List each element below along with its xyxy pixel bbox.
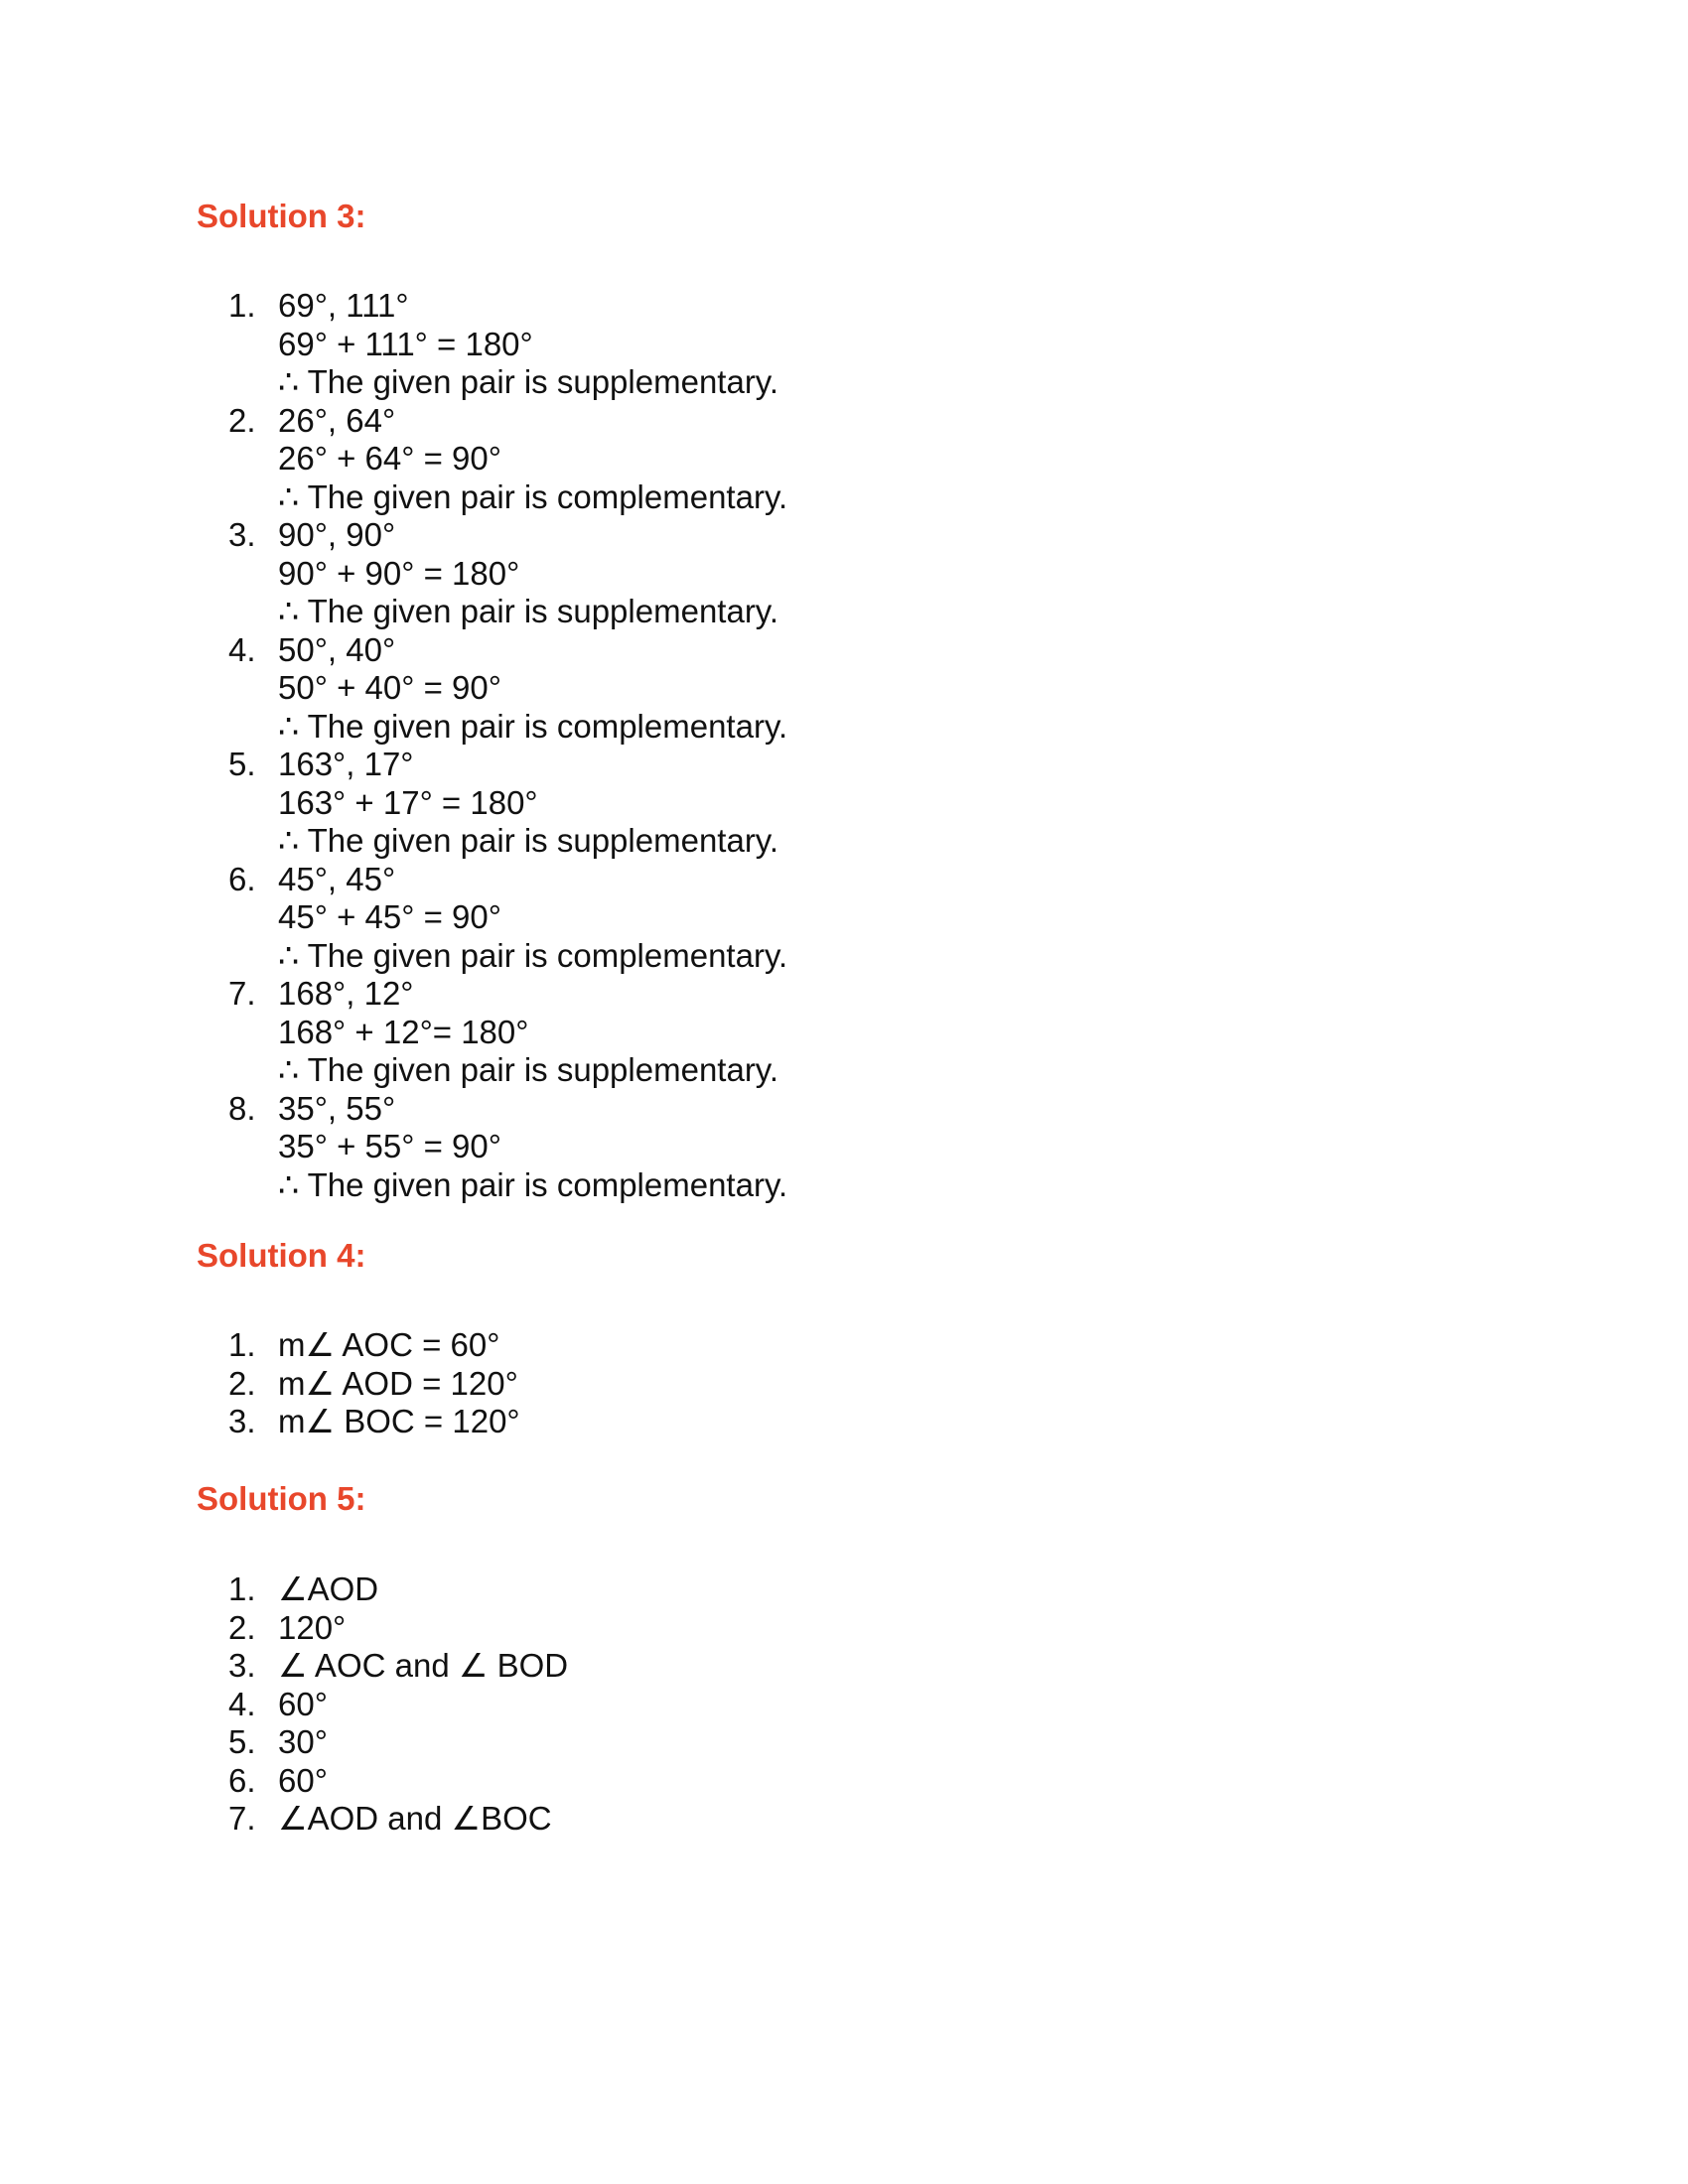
solution-3-heading: Solution 3: bbox=[197, 198, 366, 234]
conclusion: ∴ The given pair is complementary. bbox=[278, 1165, 788, 1203]
item-number: 8. bbox=[228, 1089, 256, 1127]
item-number: 1. bbox=[228, 1326, 256, 1363]
item-number: 5. bbox=[228, 1723, 256, 1760]
item-number: 4. bbox=[228, 630, 256, 668]
conclusion: ∴ The given pair is complementary. bbox=[278, 478, 788, 515]
angle-measure: m∠ AOC = 60° bbox=[278, 1326, 500, 1363]
item-number: 6. bbox=[228, 860, 256, 897]
item-number: 1. bbox=[228, 287, 256, 324]
angle-sum: 163° + 17° = 180° bbox=[278, 783, 538, 821]
item-number: 2. bbox=[228, 401, 256, 439]
angle-pair: 90°, 90° bbox=[278, 516, 396, 553]
angle-measure: m∠ AOD = 120° bbox=[278, 1364, 518, 1402]
answer-text: 60° bbox=[278, 1685, 328, 1722]
angle-sum: 45° + 45° = 90° bbox=[278, 898, 501, 935]
list-item bbox=[197, 1762, 1487, 1801]
list-item bbox=[197, 1686, 1487, 1724]
angle-measure: m∠ BOC = 120° bbox=[278, 1403, 520, 1439]
conclusion: ∴ The given pair is complementary. bbox=[278, 936, 788, 974]
item-number: 3. bbox=[228, 1647, 256, 1684]
list-item bbox=[197, 975, 1487, 1090]
angle-pair: 26°, 64° bbox=[278, 401, 396, 439]
solution-5-list bbox=[197, 1570, 1487, 1839]
item-number: 7. bbox=[228, 1800, 256, 1837]
angle-sum: 69° + 111° = 180° bbox=[278, 325, 533, 362]
list-item bbox=[197, 1800, 1487, 1839]
item-number: 4. bbox=[228, 1685, 256, 1722]
item-number: 1. bbox=[228, 1570, 256, 1607]
angle-pair: 69°, 111° bbox=[278, 287, 409, 324]
solution-4-list bbox=[197, 1326, 1487, 1441]
angle-sum: 35° + 55° = 90° bbox=[278, 1128, 501, 1164]
angle-sum: 168° + 12°= 180° bbox=[278, 1013, 529, 1050]
list-item bbox=[197, 1647, 1487, 1686]
angle-pair: 35°, 55° bbox=[278, 1089, 396, 1127]
list-item bbox=[197, 631, 1487, 747]
list-item bbox=[197, 1403, 1487, 1441]
answer-text: ∠AOD and ∠BOC bbox=[278, 1800, 552, 1837]
answer-text: 120° bbox=[278, 1608, 347, 1646]
solution-5-heading: Solution 5: bbox=[197, 1480, 366, 1517]
list-item bbox=[197, 1326, 1487, 1365]
list-item bbox=[197, 1365, 1487, 1404]
answer-text: ∠AOD bbox=[278, 1570, 379, 1607]
angle-pair: 163°, 17° bbox=[278, 746, 414, 782]
conclusion: ∴ The given pair is complementary. bbox=[278, 707, 788, 745]
list-item bbox=[197, 402, 1487, 517]
answer-text: 30° bbox=[278, 1723, 328, 1760]
solution-3-list bbox=[197, 287, 1487, 1204]
answer-text: ∠ AOC and ∠ BOD bbox=[278, 1647, 569, 1684]
conclusion: ∴ The given pair is supplementary. bbox=[278, 593, 779, 629]
item-number: 3. bbox=[228, 516, 256, 553]
list-item bbox=[197, 1609, 1487, 1648]
list-item bbox=[197, 861, 1487, 976]
item-number: 6. bbox=[228, 1761, 256, 1799]
list-item bbox=[197, 287, 1487, 402]
item-number: 2. bbox=[228, 1364, 256, 1402]
item-number: 2. bbox=[228, 1608, 256, 1646]
angle-pair: 50°, 40° bbox=[278, 630, 396, 668]
item-number: 7. bbox=[228, 975, 256, 1012]
list-item bbox=[197, 516, 1487, 631]
angle-sum: 90° + 90° = 180° bbox=[278, 554, 520, 592]
list-item bbox=[197, 1723, 1487, 1762]
list-item bbox=[197, 1570, 1487, 1609]
answer-text: 60° bbox=[278, 1761, 328, 1799]
angle-sum: 50° + 40° = 90° bbox=[278, 669, 501, 706]
angle-sum: 26° + 64° = 90° bbox=[278, 440, 501, 477]
item-number: 3. bbox=[228, 1403, 256, 1439]
list-item bbox=[197, 746, 1487, 861]
conclusion: ∴ The given pair is supplementary. bbox=[278, 363, 779, 400]
angle-pair: 168°, 12° bbox=[278, 975, 414, 1012]
angle-pair: 45°, 45° bbox=[278, 860, 396, 897]
item-number: 5. bbox=[228, 746, 256, 782]
conclusion: ∴ The given pair is supplementary. bbox=[278, 1051, 779, 1088]
list-item bbox=[197, 1090, 1487, 1205]
solution-4-heading: Solution 4: bbox=[197, 1237, 366, 1274]
conclusion: ∴ The given pair is supplementary. bbox=[278, 822, 779, 859]
